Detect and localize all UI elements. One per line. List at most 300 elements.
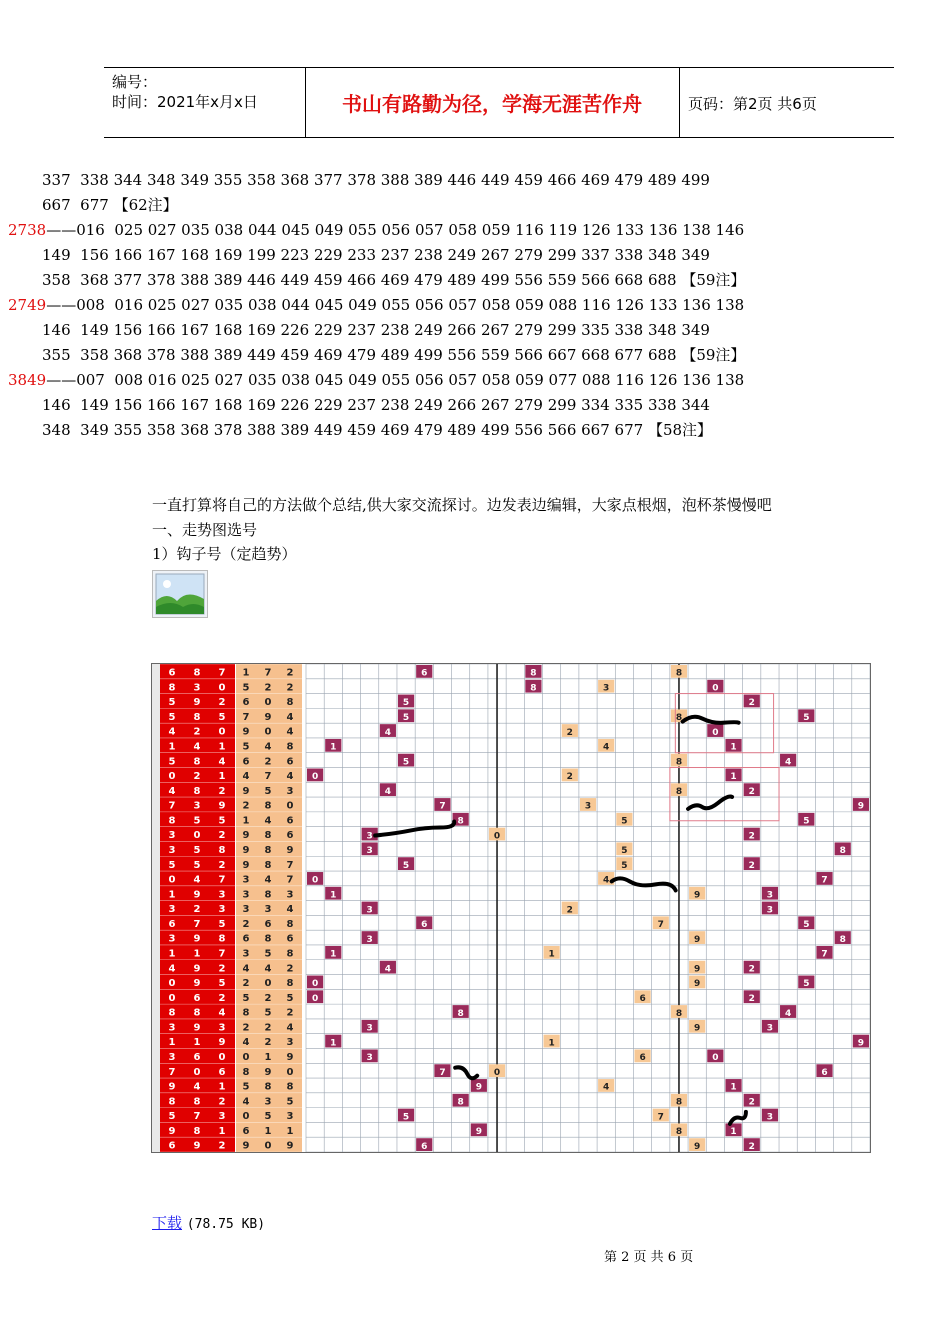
sum-column-digit: 5 [264, 1111, 272, 1123]
sum-column-digit: 5 [286, 992, 294, 1004]
marker-digit: 3 [766, 890, 774, 901]
sum-column-digit: 2 [242, 800, 250, 812]
marker-digit: 0 [493, 1067, 501, 1078]
marker-digit: 5 [402, 1112, 410, 1123]
number-row [8, 368, 744, 392]
marker-digit: 1 [730, 742, 737, 753]
marker-digit: 8 [675, 757, 683, 768]
red-column-digit: 1 [218, 1081, 226, 1093]
marker-digit: 1 [730, 1082, 737, 1093]
red-column-digit: 1 [168, 1037, 176, 1049]
number-row-id: 2749 [8, 296, 47, 314]
marker-digit: 3 [766, 1112, 774, 1123]
sum-column-digit: 4 [242, 1037, 250, 1049]
landscape-icon [153, 571, 207, 617]
sum-column-digit: 0 [286, 800, 294, 812]
red-column-digit: 1 [218, 741, 226, 753]
red-column-digit: 4 [193, 741, 201, 753]
marker-digit: 3 [366, 934, 373, 945]
sum-column-digit: 9 [242, 726, 250, 738]
red-column-digit: 9 [168, 1125, 176, 1137]
red-column-digit: 2 [218, 963, 226, 975]
sum-column-digit: 7 [286, 859, 294, 871]
red-column-digit: 3 [218, 904, 226, 916]
sum-column-digit: 8 [264, 933, 272, 945]
red-column-digit: 5 [193, 844, 201, 856]
red-column-digit: 8 [193, 785, 201, 797]
sum-column-digit: 9 [286, 1140, 294, 1152]
number-row [8, 293, 744, 317]
number-row-text: 348 349 355 358 368 378 388 389 449 459 469 479 489 499 556 566 667 677 【58注】 [42, 421, 713, 439]
sum-column-digit: 1 [264, 1052, 272, 1064]
sum-column-digit: 2 [264, 1037, 272, 1049]
sum-column-digit: 2 [242, 918, 250, 930]
red-column-digit: 9 [193, 1022, 201, 1034]
sum-column-digit: 6 [242, 756, 250, 768]
marker-digit: 2 [748, 964, 755, 975]
marker-digit: 3 [366, 1053, 373, 1064]
sum-column-digit: 2 [286, 667, 294, 679]
marker-digit: 3 [366, 1023, 373, 1034]
sum-column-digit: 4 [242, 1096, 250, 1108]
sum-column-digit: 6 [286, 933, 294, 945]
sum-column-digit: 4 [242, 963, 250, 975]
sum-column-digit: 5 [242, 682, 250, 694]
red-column-digit: 0 [218, 726, 226, 738]
section-heading: 一、走势图选号 [152, 521, 258, 539]
sum-column-digit: 5 [242, 992, 250, 1004]
marker-digit: 8 [675, 668, 683, 679]
sum-column-digit: 7 [242, 711, 250, 723]
red-column-digit: 9 [193, 978, 201, 990]
red-column-digit: 5 [218, 815, 226, 827]
red-column-digit: 8 [193, 667, 201, 679]
time-label: 时间：2021年x月x日 [112, 93, 258, 111]
sum-column-digit: 4 [286, 771, 294, 783]
sum-column-digit: 0 [286, 1066, 294, 1078]
marker-digit: 2 [748, 1141, 755, 1152]
marker-digit: 5 [803, 816, 810, 827]
red-column-digit: 2 [193, 726, 201, 738]
red-column-digit: 6 [193, 992, 201, 1004]
red-column-digit: 7 [193, 1111, 201, 1123]
number-row-text: 667 677 【62注】 [42, 196, 178, 214]
sum-column-digit: 0 [264, 697, 272, 709]
marker-digit: 5 [803, 920, 810, 931]
marker-digit: 5 [621, 846, 628, 857]
sum-column-digit: 8 [286, 697, 294, 709]
red-column-digit: 0 [168, 992, 176, 1004]
sum-column-digit: 4 [264, 874, 272, 886]
trend-chart-svg [152, 664, 870, 1152]
red-column-digit: 9 [218, 1037, 226, 1049]
marker-digit: 6 [821, 1067, 828, 1078]
number-row-text: 146 149 156 166 167 168 169 226 229 237 238 249 266 267 279 299 335 338 348 349 [42, 321, 710, 339]
sum-column-digit: 8 [286, 948, 294, 960]
chart-left-strip [152, 664, 160, 1152]
sum-column-digit: 1 [264, 1125, 272, 1137]
number-row-text: 149 156 166 167 168 169 199 223 229 233 237 238 249 267 279 299 337 338 348 349 [42, 246, 710, 264]
red-column-digit: 1 [218, 1125, 226, 1137]
marker-digit: 5 [803, 979, 810, 990]
red-column-digit: 5 [168, 697, 176, 709]
number-row-text: 358 368 377 378 388 389 446 449 459 466 469 479 489 499 556 559 566 668 688 【59注】 [42, 271, 746, 289]
marker-digit: 1 [330, 890, 337, 901]
red-column-digit: 0 [193, 1066, 201, 1078]
red-column-digit: 7 [168, 1066, 176, 1078]
sum-column-digit: 6 [286, 815, 294, 827]
marker-digit: 9 [694, 964, 701, 975]
sum-column-digit: 9 [286, 844, 294, 856]
sum-column-digit: 6 [242, 697, 250, 709]
marker-digit: 1 [330, 949, 337, 960]
article-intro: 一直打算将自己的方法做个总结,供大家交流探讨。边发表边编辑，大家点根烟，泡杯茶慢慢吧 [152, 496, 772, 514]
marker-digit: 7 [821, 875, 828, 886]
marker-digit: 1 [730, 1127, 737, 1138]
marker-digit: 0 [712, 1053, 719, 1064]
marker-digit: 3 [603, 683, 610, 694]
red-column-digit: 4 [218, 1007, 226, 1019]
marker-digit: 4 [384, 727, 392, 738]
marker-digit: 9 [694, 1023, 701, 1034]
sum-column-digit: 4 [264, 963, 272, 975]
marker-digit: 6 [421, 668, 428, 679]
marker-digit: 3 [366, 831, 373, 842]
sum-column-digit: 2 [242, 978, 250, 990]
red-column-digit: 7 [218, 874, 226, 886]
red-column-digit: 8 [193, 1125, 201, 1137]
sum-column-digit: 4 [286, 726, 294, 738]
marker-digit: 0 [712, 727, 719, 738]
marker-digit: 5 [402, 713, 410, 724]
marker-digit: 0 [311, 772, 319, 783]
number-row [8, 218, 744, 242]
sum-column-digit: 8 [264, 800, 272, 812]
image-placeholder-icon [152, 570, 208, 618]
red-column-digit: 4 [218, 756, 226, 768]
number-row-id: 2738 [8, 221, 47, 239]
sum-column-digit: 4 [286, 711, 294, 723]
red-column-digit: 8 [168, 815, 176, 827]
marker-digit: 9 [694, 934, 701, 945]
sum-column-digit: 6 [264, 918, 272, 930]
marker-digit: 8 [675, 1127, 683, 1138]
sum-column-digit: 8 [242, 1007, 250, 1019]
marker-digit: 2 [748, 698, 755, 709]
red-column-digit: 3 [168, 933, 176, 945]
number-row-text: ——008 016 025 027 035 038 044 045 049 055 056 057 058 059 088 116 126 133 136 138 [46, 296, 745, 314]
sum-column-digit: 3 [286, 889, 294, 901]
red-column-digit: 8 [168, 682, 176, 694]
red-column-digit: 7 [168, 800, 176, 812]
sum-column-digit: 1 [242, 815, 250, 827]
red-column-digit: 3 [168, 1022, 176, 1034]
marker-digit: 6 [639, 993, 646, 1004]
sum-column-digit: 8 [264, 844, 272, 856]
marker-digit: 1 [730, 772, 737, 783]
sum-column-digit: 7 [264, 667, 272, 679]
marker-digit: 6 [421, 1141, 428, 1152]
sum-column-digit: 8 [264, 1081, 272, 1093]
marker-digit: 9 [694, 890, 701, 901]
number-row-text: ——016 025 027 035 038 044 045 049 055 056 057 058 059 116 119 126 133 136 138 146 [46, 221, 745, 239]
marker-digit: 9 [857, 801, 865, 812]
sum-column-digit: 9 [264, 1066, 272, 1078]
subsection-heading: 1）钩子号（定趋势） [152, 545, 297, 563]
marker-digit: 6 [421, 920, 428, 931]
red-column-digit: 3 [168, 904, 176, 916]
red-column-digit: 9 [218, 800, 226, 812]
red-column-digit: 4 [193, 874, 201, 886]
red-column-digit: 9 [193, 1140, 201, 1152]
red-column-digit: 5 [218, 918, 226, 930]
number-row [42, 243, 710, 267]
marker-digit: 2 [748, 860, 755, 871]
red-column-digit: 3 [168, 844, 176, 856]
sum-column-digit: 9 [242, 830, 250, 842]
number-row [42, 418, 712, 442]
number-row-text: 337 338 344 348 349 355 358 368 377 378 388 389 446 449 459 466 469 479 489 499 [42, 171, 710, 189]
sum-column-digit: 2 [264, 756, 272, 768]
sum-column-digit: 2 [286, 963, 294, 975]
marker-digit: 2 [748, 993, 755, 1004]
marker-digit: 8 [457, 1097, 464, 1108]
marker-digit: 4 [384, 964, 392, 975]
sum-column-digit: 0 [264, 726, 272, 738]
marker-digit: 8 [457, 1008, 464, 1019]
sum-column-digit: 3 [286, 785, 294, 797]
red-column-digit: 4 [168, 785, 176, 797]
marker-digit: 3 [366, 846, 373, 857]
marker-digit: 2 [748, 831, 755, 842]
sum-column-digit: 4 [264, 741, 272, 753]
red-column-digit: 0 [218, 1052, 226, 1064]
sum-column-digit: 9 [242, 859, 250, 871]
red-column-digit: 3 [218, 1022, 226, 1034]
marker-digit: 0 [493, 831, 501, 842]
red-column-digit: 9 [193, 963, 201, 975]
marker-digit: 6 [639, 1053, 646, 1064]
sum-column-digit: 6 [242, 933, 250, 945]
red-column-digit: 5 [168, 859, 176, 871]
number-row [42, 268, 745, 292]
red-column-digit: 8 [193, 1007, 201, 1019]
sum-column-digit: 3 [242, 874, 250, 886]
marker-digit: 1 [548, 949, 555, 960]
red-column-digit: 1 [168, 741, 176, 753]
marker-digit: 8 [839, 934, 846, 945]
marker-digit: 3 [366, 905, 373, 916]
red-column-digit: 3 [193, 682, 201, 694]
sum-column-digit: 3 [242, 904, 250, 916]
sum-column-digit: 4 [286, 904, 294, 916]
marker-digit: 8 [675, 786, 683, 797]
red-column-digit: 8 [218, 844, 226, 856]
red-column-digit: 6 [193, 1052, 201, 1064]
sum-column-digit: 0 [242, 1052, 250, 1064]
sum-column-digit: 3 [242, 948, 250, 960]
header-page-info: 页码：第2页 共6页 [688, 95, 817, 113]
header-divider [679, 68, 680, 137]
sum-column-digit: 1 [242, 667, 250, 679]
marker-digit: 1 [330, 742, 337, 753]
red-column-digit: 2 [218, 830, 226, 842]
sum-column-digit: 2 [264, 682, 272, 694]
download-row [152, 1212, 265, 1233]
marker-digit: 9 [475, 1082, 482, 1093]
sum-column-digit: 3 [242, 889, 250, 901]
red-column-digit: 5 [168, 711, 176, 723]
marker-digit: 8 [675, 1097, 683, 1108]
sum-column-digit: 8 [264, 830, 272, 842]
marker-digit: 1 [548, 1038, 555, 1049]
marker-digit: 5 [621, 860, 628, 871]
red-column-digit: 2 [218, 859, 226, 871]
sum-column-digit: 1 [286, 1125, 294, 1137]
red-column-digit: 5 [168, 1111, 176, 1123]
sum-column-digit: 6 [286, 830, 294, 842]
number-row-text: 355 358 368 378 388 389 449 459 469 479 489 499 556 559 566 667 668 677 688 【59注】 [42, 346, 746, 364]
sum-column-digit: 8 [286, 978, 294, 990]
sum-column-digit: 8 [286, 1081, 294, 1093]
red-column-digit: 2 [218, 1096, 226, 1108]
red-column-digit: 2 [218, 785, 226, 797]
sum-column-digit: 5 [242, 741, 250, 753]
red-column-digit: 8 [168, 1007, 176, 1019]
red-column-digit: 4 [168, 726, 176, 738]
sum-column-digit: 3 [286, 1037, 294, 1049]
red-column-digit: 1 [193, 1037, 201, 1049]
header-motto: 书山有路勤为径，学海无涯苦作舟 [342, 92, 642, 116]
red-column-digit: 3 [168, 830, 176, 842]
red-column-digit: 7 [218, 948, 226, 960]
page-footer: 第 2 页 共 6 页 [604, 1250, 694, 1265]
number-row [42, 193, 178, 217]
marker-digit: 0 [311, 979, 319, 990]
sum-column-digit: 4 [286, 1022, 294, 1034]
red-column-digit: 0 [193, 830, 201, 842]
sum-column-digit: 8 [264, 889, 272, 901]
marker-digit: 3 [766, 1023, 774, 1034]
marker-digit: 2 [748, 1097, 755, 1108]
red-column-digit: 7 [193, 918, 201, 930]
sum-column-digit: 6 [242, 1125, 250, 1137]
sum-column-digit: 9 [286, 1052, 294, 1064]
sum-column-digit: 7 [264, 771, 272, 783]
number-row [42, 393, 710, 417]
red-column-digit: 1 [218, 771, 226, 783]
marker-digit: 2 [566, 905, 573, 916]
marker-digit: 5 [621, 816, 628, 827]
marker-digit: 7 [657, 1112, 664, 1123]
sum-column-digit: 3 [286, 1111, 294, 1123]
red-column-digit: 4 [193, 1081, 201, 1093]
page-header [104, 67, 894, 138]
red-column-digit: 6 [168, 918, 176, 930]
sum-column-digit: 2 [286, 682, 294, 694]
sum-column-digit: 0 [242, 1111, 250, 1123]
sum-column-digit: 4 [242, 771, 250, 783]
marker-digit: 9 [857, 1038, 865, 1049]
sum-column-digit: 8 [286, 741, 294, 753]
marker-digit: 7 [439, 801, 446, 812]
number-row [42, 318, 710, 342]
marker-digit: 5 [402, 757, 410, 768]
red-column-digit: 8 [193, 1096, 201, 1108]
marker-digit: 0 [712, 683, 719, 694]
marker-digit: 8 [530, 683, 537, 694]
red-column-digit: 5 [218, 978, 226, 990]
sum-column-digit: 9 [242, 844, 250, 856]
marker-digit: 9 [475, 1127, 482, 1138]
red-column-digit: 1 [168, 948, 176, 960]
red-column-digit: 5 [193, 815, 201, 827]
sum-column-digit: 8 [286, 918, 294, 930]
download-link[interactable]: 下载 [152, 1214, 183, 1232]
red-column-digit: 7 [218, 667, 226, 679]
red-column-digit: 2 [193, 771, 201, 783]
sum-column-digit: 3 [264, 1096, 272, 1108]
red-column-digit: 0 [218, 682, 226, 694]
sum-column-digit: 8 [242, 1066, 250, 1078]
red-column-digit: 0 [168, 771, 176, 783]
red-column-digit: 8 [168, 1096, 176, 1108]
marker-digit: 4 [784, 1008, 792, 1019]
marker-digit: 8 [839, 846, 846, 857]
marker-digit: 9 [694, 979, 701, 990]
red-column-digit: 0 [168, 978, 176, 990]
marker-digit: 7 [439, 1067, 446, 1078]
sum-column-digit: 8 [264, 859, 272, 871]
red-column-digit: 9 [193, 933, 201, 945]
sum-column-digit: 0 [264, 978, 272, 990]
marker-digit: 1 [330, 1038, 337, 1049]
marker-digit: 0 [311, 993, 319, 1004]
marker-digit: 3 [766, 905, 774, 916]
marker-digit: 4 [603, 1082, 610, 1093]
marker-digit: 5 [803, 713, 810, 724]
red-column-digit: 9 [193, 697, 201, 709]
marker-digit: 8 [675, 713, 683, 724]
sum-column-digit: 5 [242, 1081, 250, 1093]
sum-column-digit: 5 [264, 1007, 272, 1019]
sum-column-digit: 9 [242, 1140, 250, 1152]
red-column-digit: 6 [168, 1140, 176, 1152]
number-row [42, 343, 745, 367]
red-column-digit: 1 [168, 889, 176, 901]
red-column-digit: 3 [168, 1052, 176, 1064]
sum-column-digit: 5 [264, 785, 272, 797]
marker-digit: 8 [675, 1008, 683, 1019]
number-row [42, 168, 710, 192]
marker-digit: 5 [402, 698, 410, 709]
red-column-digit: 9 [168, 1081, 176, 1093]
marker-digit: 2 [566, 727, 573, 738]
sum-column-digit: 9 [242, 785, 250, 797]
sum-column-digit: 6 [286, 756, 294, 768]
marker-digit: 7 [657, 920, 664, 931]
red-column-digit: 0 [168, 874, 176, 886]
sum-column-digit: 3 [264, 904, 272, 916]
marker-digit: 4 [784, 757, 792, 768]
marker-digit: 8 [457, 816, 464, 827]
red-column-digit: 5 [218, 711, 226, 723]
sum-column-digit: 2 [264, 992, 272, 1004]
red-column-digit: 2 [218, 992, 226, 1004]
trend-chart [151, 663, 871, 1153]
red-column-digit: 1 [193, 948, 201, 960]
number-row-text: ——007 008 016 025 027 035 038 045 049 055 056 057 058 059 077 088 116 126 136 138 [46, 371, 745, 389]
